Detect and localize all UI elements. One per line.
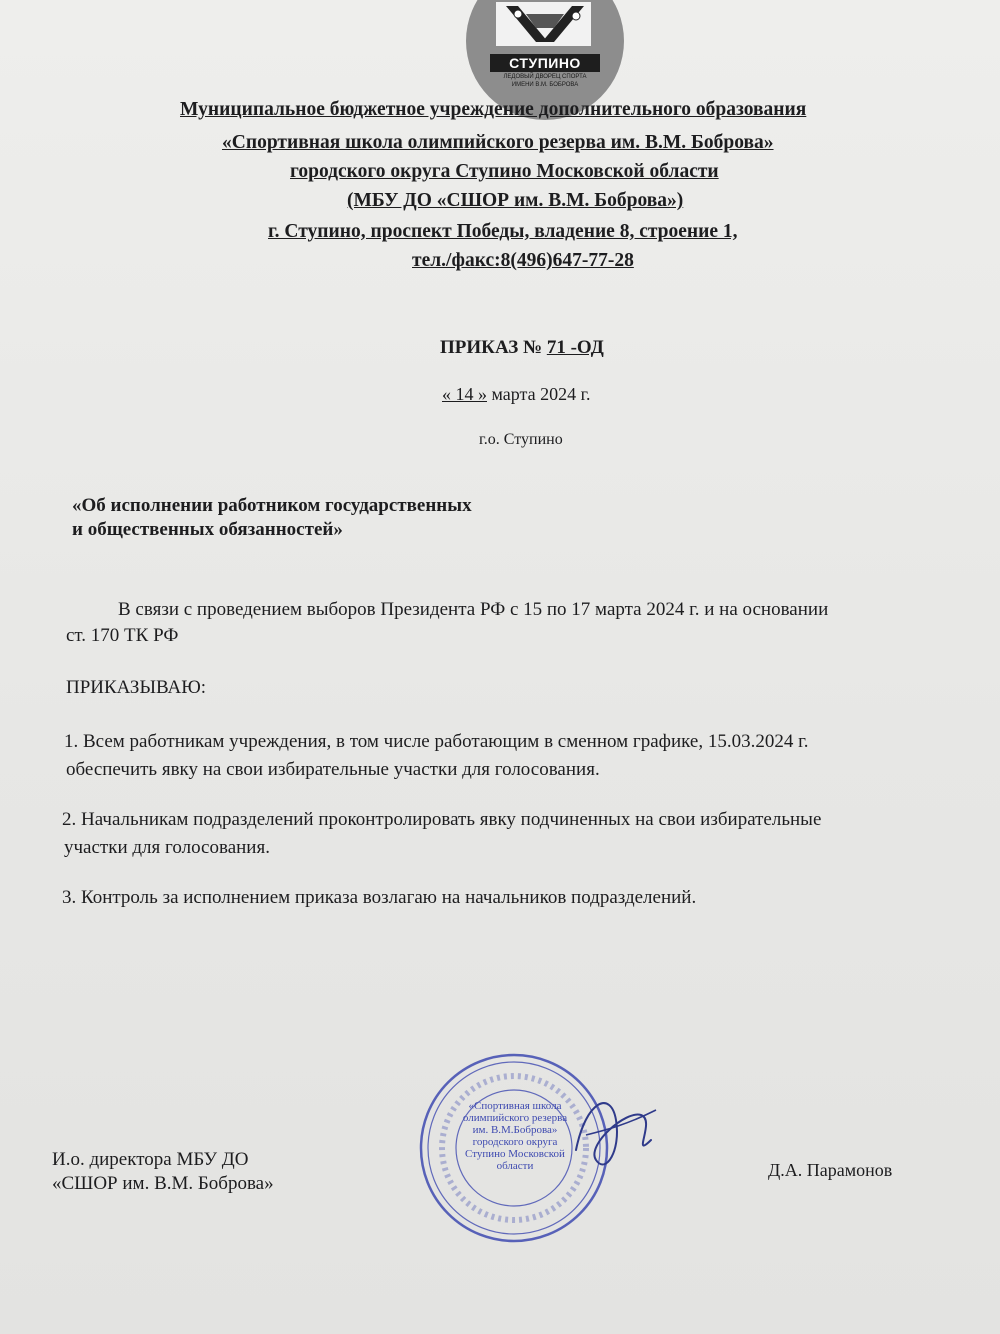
- order-title-prefix: ПРИКАЗ №: [440, 337, 547, 358]
- order-date: [442, 384, 590, 405]
- item-3: 3. Контроль за исполнением приказа возлагаю на начальников подразделений.: [62, 887, 697, 908]
- item-1-line-2: обеспечить явку на свои избирательные участки для голосования.: [66, 759, 600, 780]
- subject-line-1: «Об исполнении работником государственных: [72, 495, 472, 516]
- position-line-2: «СШОР им. В.М. Боброва»: [52, 1173, 274, 1194]
- signatory-position: [52, 1148, 274, 1196]
- order-title: [440, 337, 604, 359]
- handwritten-signature: [556, 1080, 666, 1190]
- order-number: 71 -ОД: [546, 337, 604, 358]
- header-line-4: (МБУ ДО «СШОР им. В.М. Боброва»): [347, 190, 684, 211]
- intro-line-1: В связи с проведением выборов Президента РФ с 15 по 17 марта 2024 г. и на основании: [118, 599, 829, 620]
- subject-line-2: и общественных обязанностей»: [72, 519, 343, 540]
- logo-title: СТУПИНО: [490, 54, 600, 72]
- item-2-line-1: 2. Начальникам подразделений проконтролировать явку подчиненных на свои избирательные: [62, 809, 822, 830]
- order-place: г.о. Ступино: [479, 431, 563, 448]
- order-subject: [72, 494, 472, 542]
- command-word: ПРИКАЗЫВАЮ:: [66, 677, 207, 698]
- order-date-rest: марта 2024 г.: [487, 384, 591, 404]
- header-line-3: городского округа Ступино Московской области: [290, 161, 719, 182]
- signatory-name: Д.А. Парамонов: [768, 1160, 893, 1180]
- header-line-1: Муниципальное бюджетное учреждение дополнительного образования: [180, 99, 807, 120]
- header-line-6: тел./факс:8(496)647-77-28: [412, 250, 634, 271]
- logo-subtitle-2: ИМЕНИ В.М. БОБРОВА: [511, 82, 579, 88]
- header-line-2: «Спортивная школа олимпийского резерва им. В.М. Боброва»: [222, 132, 774, 153]
- order-date-day: « 14 »: [442, 384, 487, 404]
- logo-subtitle: ЛЕДОВЫЙ ДВОРЕЦ СПОРТА: [503, 74, 587, 80]
- item-2-line-2: участки для голосования.: [64, 837, 270, 858]
- stamp-text: «Спортивная школа олимпийского резерва им. В.М.Боброва» городского округа Ступино Московской области: [462, 1100, 568, 1172]
- header-line-5: г. Ступино, проспект Победы, владение 8, строение 1,: [268, 221, 738, 242]
- item-1-line-1: 1. Всем работникам учреждения, в том числе работающим в сменном графике, 15.03.2024 г.: [64, 731, 809, 752]
- position-line-1: И.о. директора МБУ ДО: [52, 1149, 249, 1170]
- intro-line-2: ст. 170 ТК РФ: [66, 625, 179, 646]
